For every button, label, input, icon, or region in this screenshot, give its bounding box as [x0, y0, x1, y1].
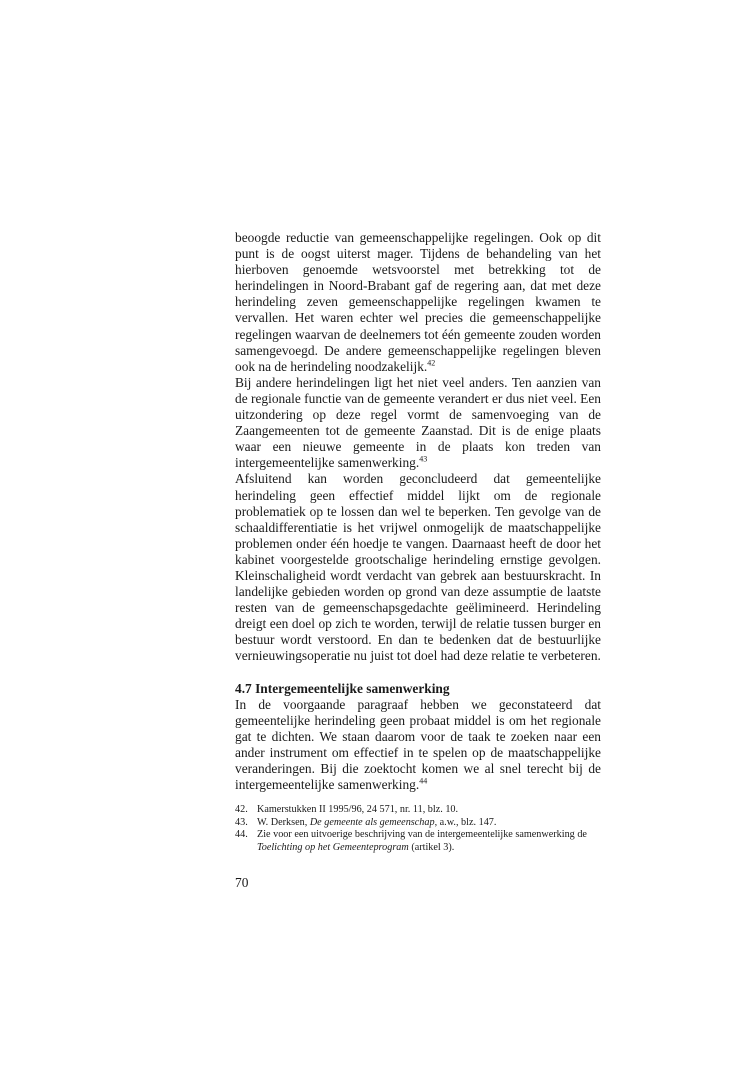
footnote-ref-44: 44	[419, 776, 428, 786]
footnote-number: 42.	[235, 804, 248, 816]
footnote-42	[235, 804, 601, 817]
footnote-ref-42: 42	[427, 358, 436, 368]
page-body	[235, 230, 601, 891]
body-paragraph-3: Afsluitend kan worden geconcludeerd dat gemeentelijke herindeling geen effectief middel lijkt om de regionale problematiek op te lossen dan wel te beperken. Ten gevolge van de schaaldifferentiatie is het vrijwel onmogelijk de maatschappelijke problemen onder één hoedje te vangen. Daarnaast heeft de door het kabinet voorgestelde grootschalige herindeling ernstige gevolgen. Kleinschaligheid wordt verdacht van gebrek aan bestuurskracht. In landelijke gebieden worden op grond van deze assumptie de laatste resten van de gemeenschapsgedachte geëlimineerd. Herindeling dreigt een doel op zich te worden, terwijl de relatie tussen burger en bestuur wordt verstoord. En dan te bedenken dat de bestuurlijke vernieuwingsoperatie nu juist tot doel had deze relatie te verbeteren.	[235, 471, 601, 664]
footnote-ref-43: 43	[419, 454, 428, 464]
footnote-number: 44.	[235, 829, 248, 841]
footnote-44	[235, 829, 601, 854]
footnotes	[235, 804, 601, 854]
footnote-text: W. Derksen, De gemeente als gemeenschap, a.w., blz. 147.	[257, 816, 497, 828]
body-paragraph-2: Bij andere herindelingen ligt het niet veel anders. Ten aanzien van de regionale functie van de gemeente verandert er dus niet veel. Een uitzondering op deze regel vormt de samenvoeging van de Zaangemeenten tot de gemeente Zaanstad. Dit is de enige plaats waar een nieuwe gemeente in de plaats kon treden van intergemeentelijke samenwerking.$^{43}$	[235, 374, 601, 471]
section-heading: 4.7 Intergemeentelijke samenwerking	[235, 680, 450, 696]
section-paragraph: In de voorgaande paragraaf hebben we geconstateerd dat gemeentelijke herindeling geen probaat middel is om het regionale gat te dichten. We staan daarom voor de taak te zoeken naar een ander instrument om effectief in te spelen op de maatschappelijke veranderingen. Bij die zoektocht komen we al snel terecht bij de intergemeentelijke samenwerking.$^{44}$	[235, 696, 601, 793]
page-number: 70	[235, 874, 249, 890]
footnote-text: Zie voor een uitvoerige beschrijving van de intergemeentelijke samenwerking de Toelichting op het Gemeenteprogram (artikel 3).	[257, 829, 587, 853]
footnote-43	[235, 817, 601, 830]
body-paragraph-1: beoogde reductie van gemeenschappelijke regelingen. Ook op dit punt is de oogst uiterst mager. Tijdens de behandeling van het hierboven genoemde wetsvoorstel met betrekking tot de herindelingen in Noord-Brabant gaf de regering aan, dat met deze herindeling zeven gemeenschappelijke regelingen kwamen te vervallen. Het waren echter wel precies die gemeenschappelijke regelingen waarvan de deelnemers tot één gemeente zouden worden samengevoegd. De andere gemeenschappelijke regelingen bleven ook na de herindeling noodzakelijk.$^{42}$	[235, 230, 601, 374]
footnote-text: Kamerstukken II 1995/96, 24 571, nr. 11, blz. 10.	[257, 804, 459, 816]
footnote-number: 43.	[235, 816, 248, 828]
